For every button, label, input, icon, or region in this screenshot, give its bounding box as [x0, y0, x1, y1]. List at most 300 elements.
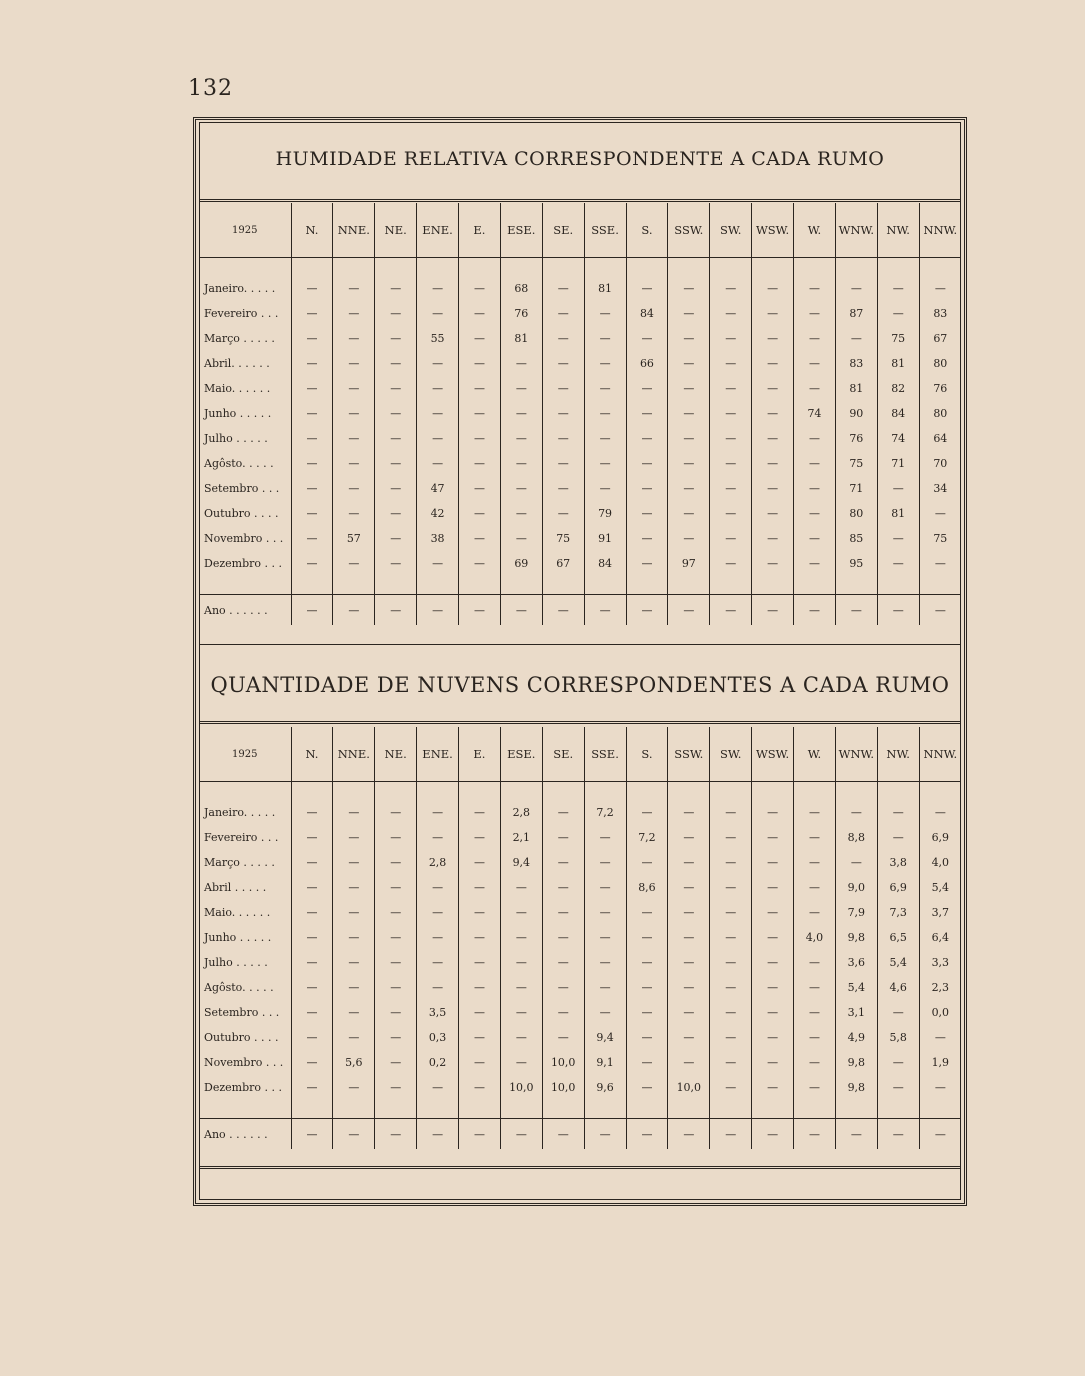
table-cell: —	[333, 875, 375, 900]
table-cell: —	[710, 326, 752, 351]
table-cell: —	[459, 276, 501, 301]
table-cell: —	[794, 526, 836, 551]
table-cell: 4,0	[919, 850, 961, 875]
table-cell: —	[375, 900, 417, 925]
table-cell: —	[752, 326, 794, 351]
table-cell: —	[459, 900, 501, 925]
table-cell: —	[710, 276, 752, 301]
month-label: Dezembro . . .	[204, 1081, 282, 1094]
table-cell: —	[626, 1025, 668, 1050]
annual-cell: —	[417, 1119, 459, 1150]
table-cell: —	[542, 1000, 584, 1025]
table-cell: —	[291, 426, 333, 451]
table-cell: —	[417, 401, 459, 426]
table-cell: —	[375, 326, 417, 351]
table-cell: 70	[919, 451, 961, 476]
table-cell: —	[417, 276, 459, 301]
table-cell: —	[375, 376, 417, 401]
table-cell: —	[668, 1025, 710, 1050]
table-cell: —	[542, 401, 584, 426]
table-cell: 3,5	[417, 1000, 459, 1025]
table-cell: 6,9	[877, 875, 919, 900]
humidity-column-header: E.	[459, 203, 501, 258]
table-cell: —	[417, 800, 459, 825]
table-cell: —	[375, 476, 417, 501]
table-cell: —	[752, 900, 794, 925]
table-cell: —	[500, 376, 542, 401]
table-cell: 71	[835, 476, 877, 501]
annual-cell: —	[794, 595, 836, 626]
table-cell: —	[752, 1050, 794, 1075]
table-cell: —	[668, 451, 710, 476]
table-row	[199, 451, 961, 476]
table-cell: —	[542, 850, 584, 875]
table-cell: —	[333, 426, 375, 451]
table-cell: —	[752, 351, 794, 376]
spacer-row	[199, 258, 961, 277]
table-cell: —	[877, 825, 919, 850]
table-cell: —	[459, 825, 501, 850]
table-cell: —	[417, 551, 459, 576]
table-cell: 10,0	[500, 1075, 542, 1100]
table-cell: —	[626, 451, 668, 476]
table-cell: —	[417, 825, 459, 850]
table-cell: —	[710, 301, 752, 326]
table-cell: 9,8	[835, 1050, 877, 1075]
table-cell: 3,7	[919, 900, 961, 925]
table-cell: 74	[794, 401, 836, 426]
table-cell: —	[584, 875, 626, 900]
humidity-column-header: WNW.	[835, 203, 877, 258]
spacer-row	[199, 1100, 961, 1119]
annual-cell: —	[291, 1119, 333, 1150]
annual-cell: —	[710, 595, 752, 626]
month-label: Outubro . . . .	[204, 1031, 279, 1044]
annual-row	[199, 595, 961, 626]
table-cell: —	[584, 351, 626, 376]
table-cell: —	[794, 800, 836, 825]
table-cell: —	[584, 1000, 626, 1025]
humidity-table	[199, 203, 961, 625]
table-cell: 3,6	[835, 950, 877, 975]
table-cell: —	[710, 975, 752, 1000]
table-cell: —	[417, 975, 459, 1000]
table-cell: 1,9	[919, 1050, 961, 1075]
table-cell: —	[375, 426, 417, 451]
annual-cell: —	[500, 1119, 542, 1150]
table-cell: —	[375, 975, 417, 1000]
table-cell: —	[333, 451, 375, 476]
table-cell: —	[626, 900, 668, 925]
table-cell: —	[668, 1000, 710, 1025]
table-cell: —	[459, 326, 501, 351]
table-cell: 6,4	[919, 925, 961, 950]
table-cell: —	[500, 1025, 542, 1050]
table-cell: —	[794, 1075, 836, 1100]
table-cell: 67	[542, 551, 584, 576]
annual-cell: —	[542, 1119, 584, 1150]
bottom-divider	[199, 1166, 961, 1169]
table-cell: —	[835, 276, 877, 301]
table-cell: —	[752, 975, 794, 1000]
table-cell: —	[752, 551, 794, 576]
table-cell: —	[710, 875, 752, 900]
table-cell: —	[542, 301, 584, 326]
table-cell: —	[417, 376, 459, 401]
table-cell: —	[333, 551, 375, 576]
annual-cell: —	[919, 1119, 961, 1150]
table-cell: —	[584, 326, 626, 351]
table-cell: 57	[333, 526, 375, 551]
table-cell: —	[710, 476, 752, 501]
table-cell: —	[752, 476, 794, 501]
table-cell: —	[668, 950, 710, 975]
table-cell: —	[626, 526, 668, 551]
humidity-title-divider	[199, 199, 961, 202]
table-cell: —	[417, 301, 459, 326]
table-cell: —	[375, 451, 417, 476]
table-cell: —	[417, 900, 459, 925]
table-row	[199, 401, 961, 426]
table-cell: 4,0	[794, 925, 836, 950]
table-cell: —	[291, 825, 333, 850]
table-cell: 5,4	[919, 875, 961, 900]
humidity-column-header: N.	[291, 203, 333, 258]
table-cell: 87	[835, 301, 877, 326]
table-cell: —	[794, 426, 836, 451]
clouds-title: QUANTIDADE DE NUVENS CORRESPONDENTES A CADA RUMO	[210, 673, 950, 697]
clouds-table	[199, 727, 961, 1149]
table-cell: —	[919, 1075, 961, 1100]
table-cell: —	[459, 1075, 501, 1100]
table-cell: 75	[835, 451, 877, 476]
month-label: Agôsto. . . . .	[204, 981, 274, 994]
table-cell: —	[333, 850, 375, 875]
table-cell: —	[333, 351, 375, 376]
table-row	[199, 326, 961, 351]
table-cell: —	[375, 401, 417, 426]
table-cell: —	[333, 326, 375, 351]
table-cell: —	[668, 326, 710, 351]
table-cell: —	[333, 476, 375, 501]
annual-cell: —	[542, 595, 584, 626]
clouds-column-header: SSE.	[584, 727, 626, 782]
table-cell: —	[584, 301, 626, 326]
table-cell: —	[794, 476, 836, 501]
table-row	[199, 551, 961, 576]
table-cell: 75	[877, 326, 919, 351]
table-cell: 79	[584, 501, 626, 526]
table-cell: —	[752, 401, 794, 426]
table-cell: 9,4	[500, 850, 542, 875]
table-cell: —	[500, 526, 542, 551]
month-label: Março . . . . .	[204, 856, 275, 869]
table-cell: —	[919, 551, 961, 576]
table-cell: 66	[626, 351, 668, 376]
table-cell: —	[459, 1050, 501, 1075]
month-label: Janeiro. . . . .	[204, 806, 276, 819]
table-cell: —	[626, 850, 668, 875]
table-cell: —	[626, 950, 668, 975]
table-cell: —	[375, 1050, 417, 1075]
month-label: Março . . . . .	[204, 332, 275, 345]
table-cell: —	[752, 875, 794, 900]
table-cell: —	[459, 1000, 501, 1025]
table-cell: —	[877, 800, 919, 825]
month-label: Julho . . . . .	[204, 956, 268, 969]
clouds-column-header: NNW.	[919, 727, 961, 782]
annual-cell: —	[752, 1119, 794, 1150]
clouds-column-header: SE.	[542, 727, 584, 782]
table-cell: —	[710, 501, 752, 526]
table-cell: 81	[877, 351, 919, 376]
table-cell: —	[668, 401, 710, 426]
table-cell: —	[794, 376, 836, 401]
table-row	[199, 351, 961, 376]
table-cell: —	[333, 825, 375, 850]
table-cell: —	[542, 276, 584, 301]
table-cell: —	[291, 975, 333, 1000]
table-cell: —	[794, 1025, 836, 1050]
humidity-column-header: ESE.	[500, 203, 542, 258]
table-cell: —	[919, 1025, 961, 1050]
table-cell: —	[291, 401, 333, 426]
table-cell: —	[291, 1025, 333, 1050]
table-cell: 4,9	[835, 1025, 877, 1050]
table-cell: —	[291, 301, 333, 326]
table-cell: —	[752, 276, 794, 301]
table-cell: —	[375, 501, 417, 526]
table-row	[199, 875, 961, 900]
table-cell: —	[542, 900, 584, 925]
table-cell: 5,4	[877, 950, 919, 975]
table-row	[199, 800, 961, 825]
table-cell: 81	[500, 326, 542, 351]
table-cell: —	[668, 376, 710, 401]
table-cell: —	[459, 301, 501, 326]
table-cell: 80	[919, 401, 961, 426]
annual-cell: —	[877, 1119, 919, 1150]
table-cell: 7,3	[877, 900, 919, 925]
table-cell: —	[794, 850, 836, 875]
table-cell: —	[417, 351, 459, 376]
table-cell: 10,0	[668, 1075, 710, 1100]
month-label: Junho . . . . .	[204, 407, 272, 420]
humidity-header-row	[199, 203, 961, 258]
table-cell: —	[710, 925, 752, 950]
table-cell: —	[752, 800, 794, 825]
table-cell: —	[291, 326, 333, 351]
table-cell: —	[500, 1000, 542, 1025]
table-cell: 4,6	[877, 975, 919, 1000]
table-cell: 84	[584, 551, 626, 576]
annual-cell: —	[459, 1119, 501, 1150]
table-cell: —	[710, 950, 752, 975]
table-cell: 7,2	[584, 800, 626, 825]
table-row	[199, 950, 961, 975]
table-cell: —	[710, 1025, 752, 1050]
table-cell: —	[626, 426, 668, 451]
clouds-column-header: N.	[291, 727, 333, 782]
humidity-column-header: NNW.	[919, 203, 961, 258]
month-label: Julho . . . . .	[204, 432, 268, 445]
table-cell: —	[752, 426, 794, 451]
table-cell: —	[333, 401, 375, 426]
table-cell: —	[710, 825, 752, 850]
annual-cell: —	[375, 595, 417, 626]
table-cell: 42	[417, 501, 459, 526]
table-cell: —	[626, 501, 668, 526]
humidity-column-header: W.	[794, 203, 836, 258]
table-cell: 64	[919, 426, 961, 451]
table-cell: —	[375, 351, 417, 376]
table-cell: —	[752, 301, 794, 326]
table-cell: —	[710, 800, 752, 825]
table-cell: —	[877, 551, 919, 576]
table-row	[199, 476, 961, 501]
table-cell: —	[584, 925, 626, 950]
table-cell: —	[333, 1025, 375, 1050]
table-cell: —	[794, 1000, 836, 1025]
table-cell: —	[668, 800, 710, 825]
table-cell: 9,4	[584, 1025, 626, 1050]
table-cell: 8,6	[626, 875, 668, 900]
clouds-year-header: 1925	[199, 727, 291, 782]
table-cell: —	[500, 426, 542, 451]
annual-cell: —	[333, 595, 375, 626]
annual-cell: —	[752, 595, 794, 626]
clouds-title-divider	[199, 721, 961, 724]
table-cell: —	[710, 451, 752, 476]
humidity-column-header: NNE.	[333, 203, 375, 258]
annual-row	[199, 1119, 961, 1150]
table-cell: —	[291, 476, 333, 501]
annual-cell: —	[417, 595, 459, 626]
table-cell: —	[877, 1075, 919, 1100]
clouds-column-header: S.	[626, 727, 668, 782]
table-cell: 5,6	[333, 1050, 375, 1075]
table-cell: —	[919, 501, 961, 526]
table-cell: —	[794, 301, 836, 326]
table-cell: —	[752, 825, 794, 850]
table-cell: 3,3	[919, 950, 961, 975]
annual-cell: —	[626, 1119, 668, 1150]
table-cell: 7,2	[626, 825, 668, 850]
table-cell: 95	[835, 551, 877, 576]
table-cell: —	[794, 900, 836, 925]
table-cell: —	[542, 476, 584, 501]
table-cell: 76	[919, 376, 961, 401]
table-cell: 91	[584, 526, 626, 551]
table-cell: —	[626, 376, 668, 401]
table-cell: 97	[668, 551, 710, 576]
table-cell: —	[542, 925, 584, 950]
annual-cell: —	[459, 595, 501, 626]
table-cell: —	[375, 850, 417, 875]
month-label: Junho . . . . .	[204, 931, 272, 944]
table-cell: 90	[835, 401, 877, 426]
table-cell: —	[333, 950, 375, 975]
annual-cell: —	[794, 1119, 836, 1150]
table-cell: —	[291, 551, 333, 576]
month-label: Setembro . . .	[204, 1006, 280, 1019]
table-cell: 85	[835, 526, 877, 551]
table-cell: —	[500, 900, 542, 925]
table-row	[199, 850, 961, 875]
table-cell: —	[626, 800, 668, 825]
table-cell: —	[794, 551, 836, 576]
annual-cell: —	[626, 595, 668, 626]
table-cell: —	[500, 975, 542, 1000]
table-cell: 0,0	[919, 1000, 961, 1025]
table-cell: —	[877, 1000, 919, 1025]
table-cell: 84	[626, 301, 668, 326]
table-cell: —	[542, 950, 584, 975]
table-cell: 9,6	[584, 1075, 626, 1100]
clouds-column-header: NW.	[877, 727, 919, 782]
table-cell: —	[333, 301, 375, 326]
table-cell: —	[668, 850, 710, 875]
table-cell: —	[291, 1050, 333, 1075]
table-cell: 81	[877, 501, 919, 526]
month-label: Fevereiro . . .	[204, 831, 279, 844]
table-cell: —	[542, 825, 584, 850]
spacer-row	[199, 782, 961, 801]
table-cell: —	[375, 950, 417, 975]
table-cell: —	[668, 351, 710, 376]
table-cell: 83	[835, 351, 877, 376]
table-row	[199, 925, 961, 950]
table-cell: —	[710, 850, 752, 875]
table-cell: 2,8	[417, 850, 459, 875]
table-cell: —	[668, 501, 710, 526]
table-cell: —	[459, 476, 501, 501]
table-cell: —	[584, 426, 626, 451]
table-cell: 9,0	[835, 875, 877, 900]
table-cell: —	[291, 900, 333, 925]
table-cell: 55	[417, 326, 459, 351]
table-cell: —	[291, 1075, 333, 1100]
table-cell: 75	[542, 526, 584, 551]
table-cell: —	[500, 401, 542, 426]
table-cell: 5,8	[877, 1025, 919, 1050]
table-cell: —	[668, 925, 710, 950]
table-cell: —	[584, 975, 626, 1000]
table-cell: —	[877, 276, 919, 301]
table-cell: —	[752, 451, 794, 476]
humidity-column-header: SSE.	[584, 203, 626, 258]
annual-cell: —	[877, 595, 919, 626]
table-cell: —	[668, 476, 710, 501]
table-cell: —	[752, 526, 794, 551]
table-cell: —	[459, 975, 501, 1000]
clouds-column-header: NE.	[375, 727, 417, 782]
table-cell: —	[626, 401, 668, 426]
table-cell: —	[794, 276, 836, 301]
table-cell: —	[333, 800, 375, 825]
table-cell: —	[333, 276, 375, 301]
table-cell: —	[459, 401, 501, 426]
month-label: Outubro . . . .	[204, 507, 279, 520]
month-label: Fevereiro . . .	[204, 307, 279, 320]
table-cell: —	[752, 925, 794, 950]
table-cell: —	[291, 800, 333, 825]
table-cell: —	[584, 825, 626, 850]
table-cell: —	[500, 476, 542, 501]
table-cell: —	[417, 451, 459, 476]
clouds-column-header: W.	[794, 727, 836, 782]
table-cell: 83	[919, 301, 961, 326]
